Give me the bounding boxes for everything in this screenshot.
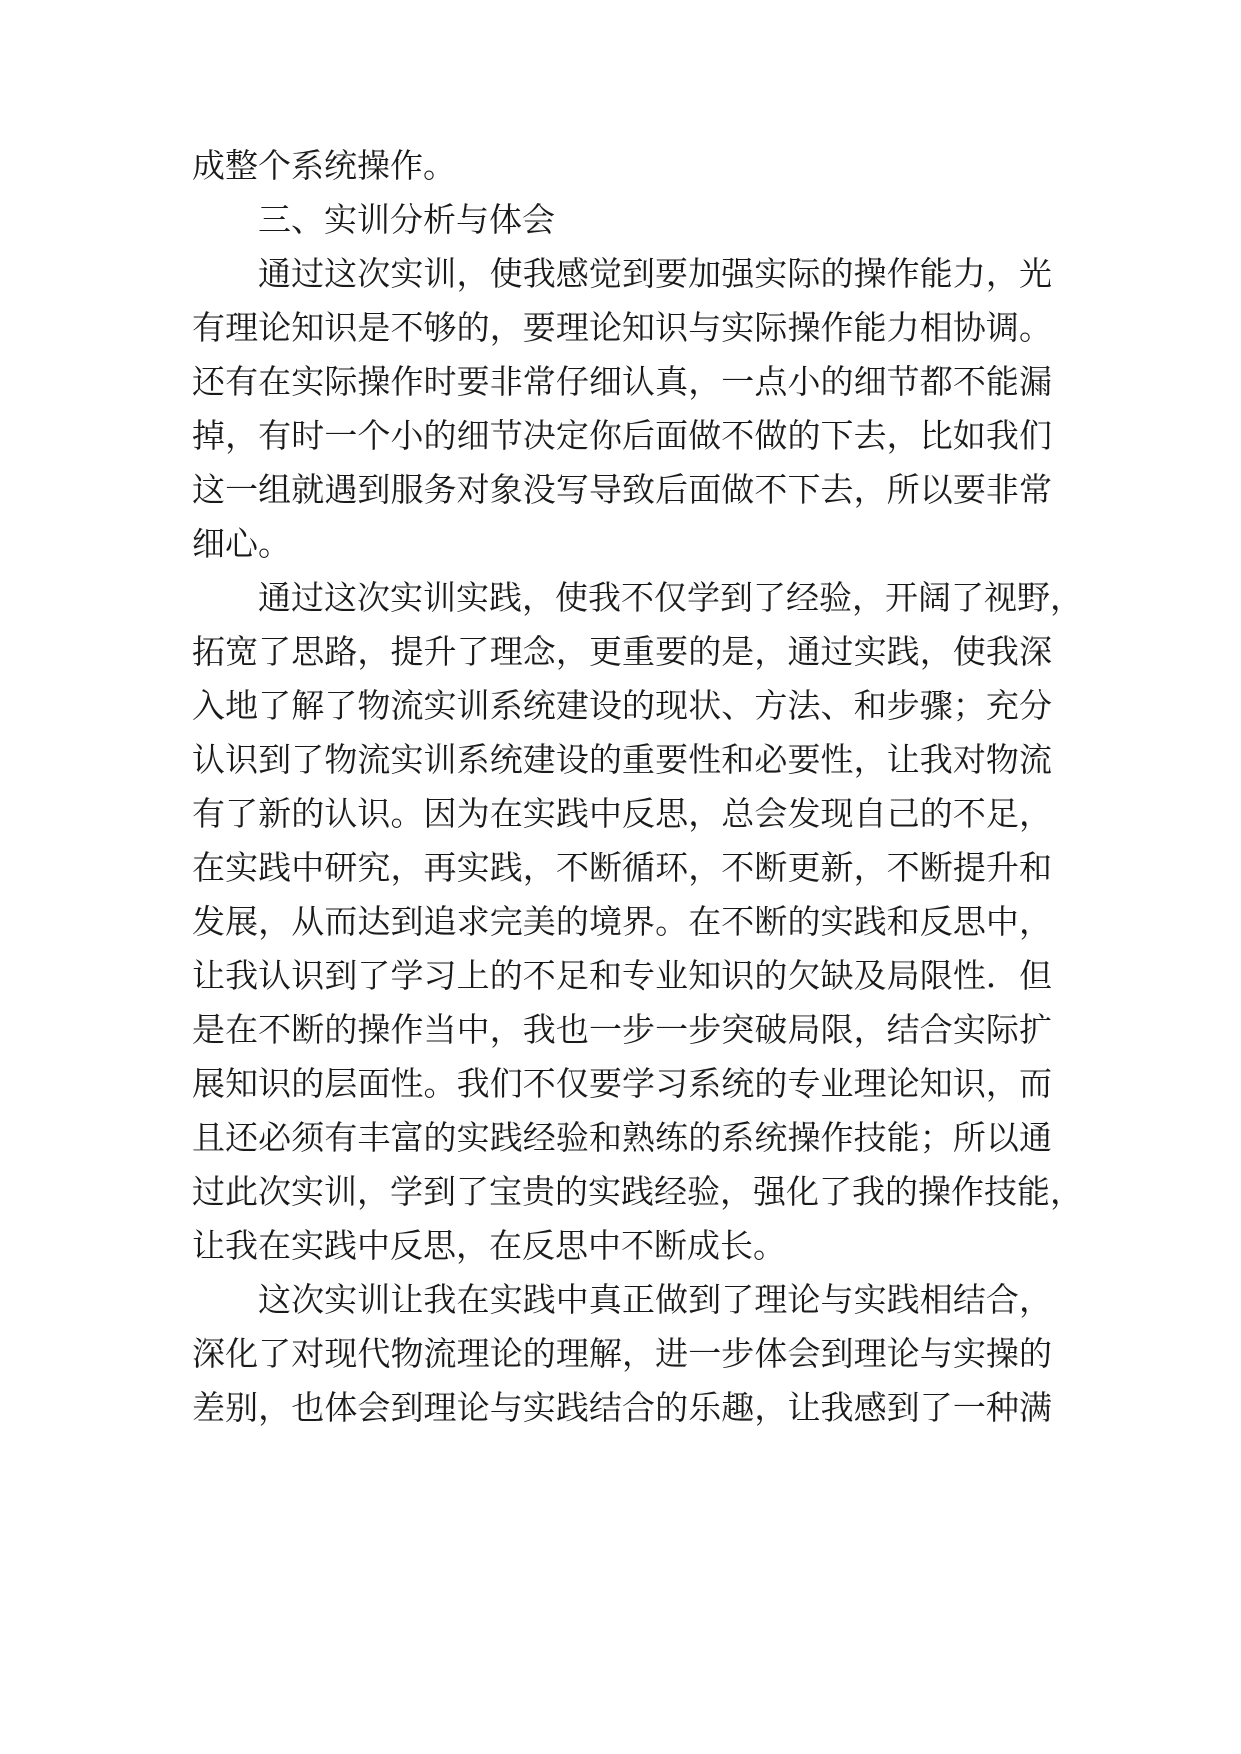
text-line: 这一组就遇到服务对象没写导致后面做不下去，所以要非常: [192, 470, 1052, 509]
text-line: 在实践中研究，再实践，不断循环，不断更新，不断提升和: [192, 848, 1052, 887]
text-line: 这次实训让我在实践中真正做到了理论与实践相结合，: [258, 1280, 1052, 1319]
text-line: 有理论知识是不够的，要理论知识与实际操作能力相协调。: [192, 308, 1052, 347]
text-line: 成整个系统操作。: [192, 146, 456, 185]
text-line: 且还必须有丰富的实践经验和熟练的系统操作技能；所以通: [192, 1118, 1052, 1157]
text-line: 入地了解了物流实训系统建设的现状、方法、和步骤；充分: [192, 686, 1052, 725]
text-line: 是在不断的操作当中，我也一步一步突破局限，结合实际扩: [192, 1010, 1052, 1049]
text-line: 展知识的层面性。我们不仅要学习系统的专业理论知识，而: [192, 1064, 1052, 1103]
text-line: 认识到了物流实训系统建设的重要性和必要性，让我对物流: [192, 740, 1052, 779]
text-line: 细心。: [192, 524, 291, 563]
text-line: 发展，从而达到追求完美的境界。在不断的实践和反思中，: [192, 902, 1052, 941]
text-line: 过此次实训，学到了宝贵的实践经验，强化了我的操作技能，: [192, 1172, 1083, 1211]
text-line: 掉，有时一个小的细节决定你后面做不做的下去，比如我们: [192, 416, 1052, 455]
text-line: 还有在实际操作时要非常仔细认真，一点小的细节都不能漏: [192, 362, 1052, 401]
text-line: 让我认识到了学习上的不足和专业知识的欠缺及局限性．但: [192, 956, 1052, 995]
text-line: 通过这次实训，使我感觉到要加强实际的操作能力，光: [258, 254, 1052, 293]
text-line: 拓宽了思路，提升了理念，更重要的是，通过实践，使我深: [192, 632, 1052, 671]
section-heading: 三、实训分析与体会: [258, 200, 555, 239]
text-line: 差别，也体会到理论与实践结合的乐趣，让我感到了一种满: [192, 1388, 1052, 1427]
text-line: 通过这次实训实践，使我不仅学到了经验，开阔了视野，: [258, 578, 1083, 617]
text-line: 深化了对现代物流理论的理解，进一步体会到理论与实操的: [192, 1334, 1052, 1373]
text-line: 让我在实践中反思，在反思中不断成长。: [192, 1226, 786, 1265]
text-line: 有了新的认识。因为在实践中反思，总会发现自己的不足，: [192, 794, 1052, 833]
